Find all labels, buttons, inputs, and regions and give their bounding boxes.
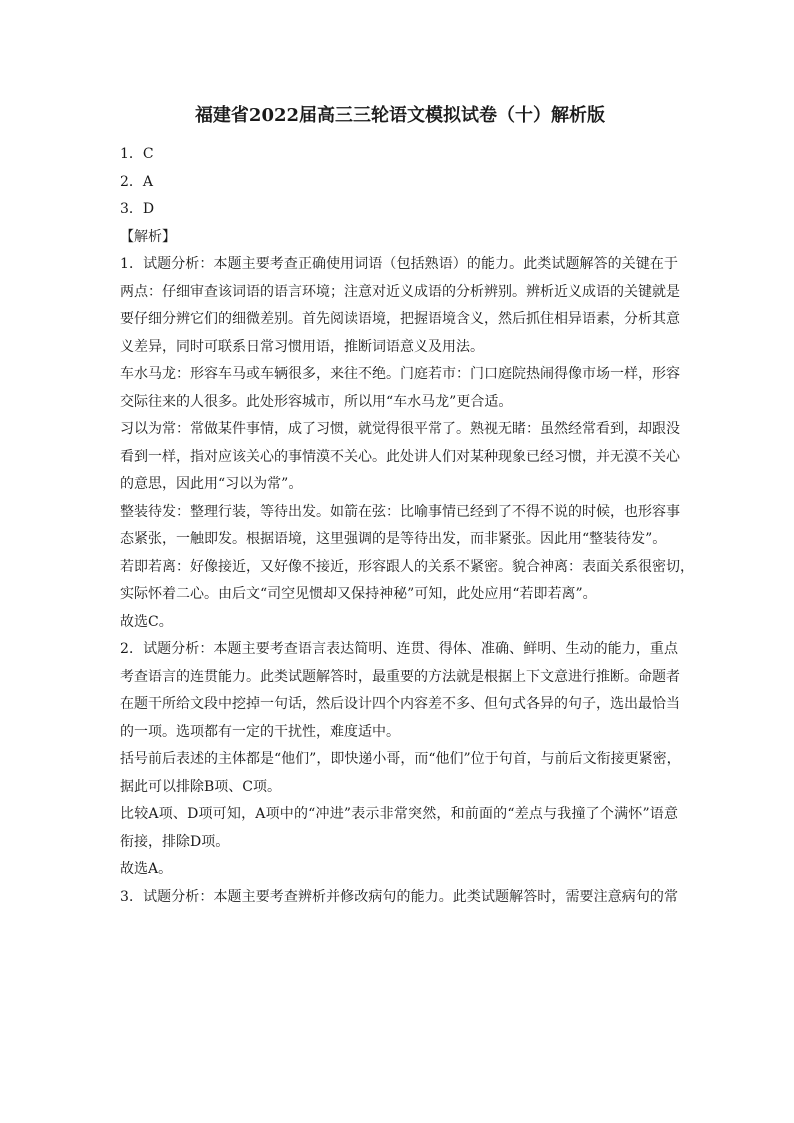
- q1-idiom-line: 车水马龙：形容车马或车辆很多，来往不绝。门庭若市：门口庭院热闹得像市场一样，形容: [120, 366, 680, 382]
- q1-idiom-line: 习以为常：常做某件事情，成了习惯，就觉得很平常了。熟视无睹：虽然经常看到，却跟没: [120, 421, 680, 437]
- q2-reasoning-line: 衔接，排除D项。: [120, 833, 230, 850]
- q1-analysis-line: 1．试题分析：本题主要考查正确使用词语（包括熟语）的能力。此类试题解答的关键在于: [120, 256, 678, 272]
- document-body: [120, 141, 694, 911]
- document-title: 福建省2022届高三三轮语文模拟试卷（十）解析版: [194, 105, 606, 126]
- q3-analysis-line: 3．试题分析：本题主要考查辨析并修改病句的能力。此类试题解答时，需要注意病句的常: [120, 888, 678, 905]
- q2-reasoning-line: 比较A项、D项可知，A项中的“冲进”表示非常突然，和前面的“差点与我撞了个满怀”语意: [120, 806, 678, 822]
- q2-analysis-line: 考查语言的连贯能力。此类试题解答时，最重要的方法就是根据上下文意进行推断。命题者: [120, 668, 680, 685]
- q2-analysis-line: 在题干所给文段中挖掉一句话，然后设计四个内容差不多、但句式各异的句子，选出最恰当: [120, 696, 680, 712]
- q2-reasoning-line: 括号前后表述的主体都是“他们”，即快递小哥，而“他们”位于句首，与前后文衔接更紧密，: [120, 751, 681, 767]
- answer-1: 1．C: [120, 146, 154, 162]
- q1-idiom-line: 看到一样，指对应该关心的事情漠不关心。此处讲人们对某种现象已经习惯，并无漠不关心: [120, 448, 680, 465]
- q2-conclusion: 故选A。: [120, 861, 173, 877]
- q1-idiom-line: 态紧张，一触即发。根据语境，这里强调的是等待出发，而非紧张。因此用“整装待发”。: [120, 531, 667, 547]
- q1-analysis-line: 两点：仔细审查该词语的语言环境；注意对近义成语的分析辨别。辨析近义成语的关键就是: [120, 283, 680, 300]
- q2-reasoning-line: 据此可以排除B项、C项。: [120, 778, 281, 795]
- q1-conclusion: 故选C。: [120, 613, 173, 630]
- q1-idiom-line: 若即若离：好像接近，又好像不接近，形容跟人的关系不紧密。貌合神离：表面关系很密切，: [120, 558, 694, 575]
- q1-idiom-line: 交际往来的人很多。此处形容城市，所以用“车水马龙”更合适。: [120, 393, 513, 410]
- q1-analysis-line: 要仔细分辨它们的细微差别。首先阅读语境，把握语境含义，然后抓住相异语素，分析其意: [120, 311, 680, 327]
- q1-analysis-line: 义差异，同时可联系日常习惯用语，推断词语意义及用法。: [120, 338, 484, 355]
- q1-idiom-line: 的意思，因此用“习以为常”。: [120, 476, 303, 492]
- q1-idiom-line: 实际怀着二心。由后文“司空见惯却又保持神秘”可知，此处应用“若即若离”。: [120, 586, 597, 602]
- answer-3: 3．D: [120, 201, 155, 217]
- answer-2: 2．A: [120, 173, 154, 190]
- analysis-heading: 【解析】: [120, 228, 176, 245]
- q1-idiom-line: 整装待发：整理行装，等待出发。如箭在弦：比喻事情已经到了不得不说的时候，也形容事: [120, 503, 680, 520]
- q2-analysis-line: 2．试题分析：本题主要考查语言表达简明、连贯、得体、准确、鲜明、生动的能力，重点: [120, 641, 678, 657]
- q2-analysis-line: 的一项。选项都有一定的干扰性，难度适中。: [120, 723, 400, 740]
